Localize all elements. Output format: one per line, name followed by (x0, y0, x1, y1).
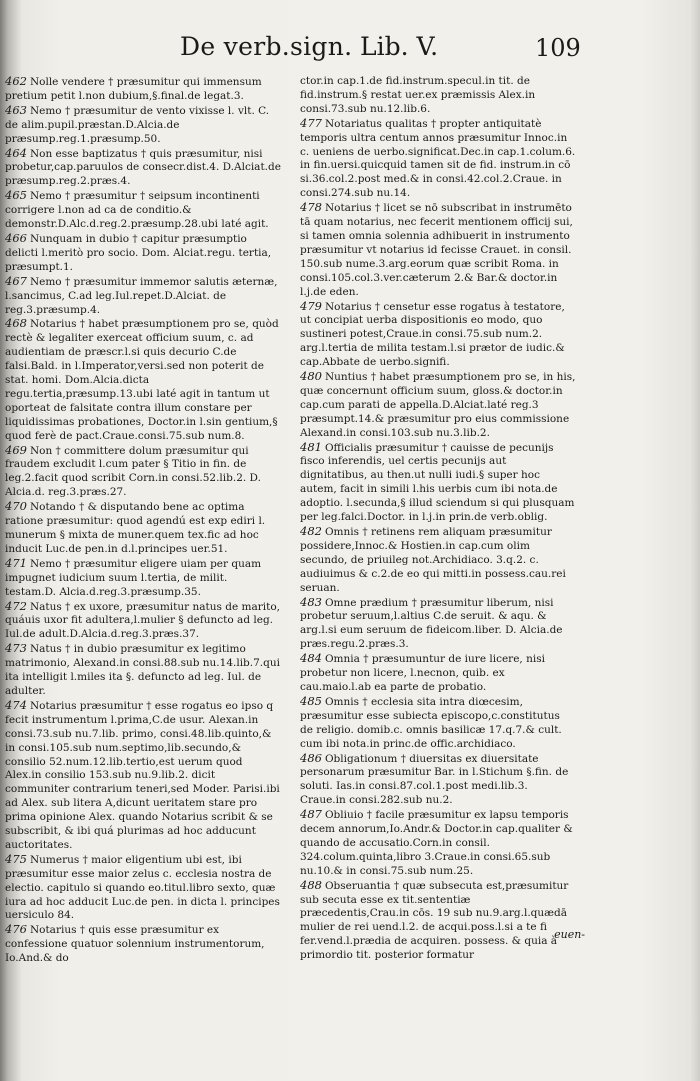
entry-text: Natus † in dubio præsumitur ex legitimo matrimonio, Alexand.in consi.88.sub nu.14.lib.7.qui ita intelligit l.miles ita §. defuncto ad leg. Iul. de adulter. (5, 643, 280, 697)
entry-484 (300, 652, 576, 695)
entry-number: 479 (300, 298, 322, 313)
entry-text: Notando † & disputando bene ac optima ratione præsumitur: quod agendú est exp ediri l. munerum § mixta de muner.quem tex.fic ad hoc inducit Luc.de pen.in d.l.principes uer.51. (5, 501, 266, 555)
entry-470 (5, 500, 281, 557)
entry-478 (300, 201, 576, 299)
entry-number: 476 (5, 922, 27, 937)
entry-number: 464 (5, 145, 27, 160)
entry-480 (300, 370, 576, 441)
entry-number: 482 (300, 524, 322, 538)
entry-text: Natus † ex uxore, præsumitur natus de marito, quáuis uxor fit adultera,l.mulier § defuncto ad leg. Iul.de adult.D.Alcia.d.reg.3.præs.37. (5, 600, 280, 641)
entry-text: Omne prædium † præsumitur liberum, nisi probetur seruum,l.altius C.de seruit. & aqu. & arg.l.si eum seruum de fideicom.liber. D. Alcia.de præs.regu.2.præs.3. (300, 596, 563, 651)
entry-number: 484 (300, 651, 322, 666)
entry-text: Nemo † præsumitur immemor salutis æternæ, l.sancimus, C.ad leg.Iul.repet.D.Alciat. de reg.3.præsump.4. (5, 275, 278, 316)
entry-472 (5, 600, 281, 643)
right-column (300, 75, 576, 962)
entry-text: Omnis † ecclesia sita intra diœcesim, præsumitur esse subiecta episcopo,c.constitutus de religio. domib.c. omnis basilicæ 17.q.7.& cult. cum ibi nota.in princ.de offic.archidiaco. (300, 695, 562, 750)
entry-text: Non esse baptizatus † quis præsumitur, nisi probetur,cap.paruulos de consecr.dist.4. D.Alciat.de præsump.reg.2.præs.4. (5, 147, 281, 188)
entry-number: 462 (5, 74, 27, 88)
entry-number: 483 (300, 594, 322, 609)
entry-number: 467 (5, 273, 27, 288)
entry-number: 469 (5, 442, 27, 457)
entry-483 (300, 596, 576, 653)
entry-number: 470 (5, 499, 27, 514)
entry-486 (300, 752, 576, 809)
entry-number: 486 (300, 750, 322, 765)
entry-number: 475 (5, 851, 27, 866)
entry-476 (5, 923, 281, 966)
entry-number: 487 (300, 807, 322, 822)
entry-text: Nemo † præsumitur de vento vixisse l. vlt. C. de alim.pupil.præstan.D.Alcia.de præsump.reg.1.præsump.50. (5, 104, 270, 145)
entry-number: 463 (5, 102, 27, 117)
entry-482 (300, 525, 576, 596)
entry-488 (300, 879, 576, 963)
entry-text: Non † committere dolum præsumitur qui fraudem excludit l.cum pater § Titio in fin. de leg.2.facit quod scribit Corn.in consi.52.lib.2. D. Alcia.d. reg.3.præs.27. (5, 444, 261, 499)
entry-number: 465 (5, 188, 27, 203)
entry-number: 485 (300, 693, 322, 708)
entry-text: Nolle vendere † præsumitur qui immensum pretium petit l.non dubium,§.final.de legat.3. (5, 76, 262, 102)
page-number: 109 (535, 34, 581, 62)
entry-number: 466 (5, 230, 27, 245)
entry-text: Notarius † habet præsumptionem pro se, quòd rectè & legaliter exerceat officium suum, c. ad audientiam de præscr.l.si quis decurio C.de falsi.Bald. in l.Imperator,versi.sed non poterit de stat. homi. Dom.Alcia.dicta regu.tertia,præsump.13.ubi laté agit in tantum ut oporteat de falsitate contra illum constare per liquidissimas probationes, Doctor.in l.sin gentium,§ quod ferè de pact.Craue.consi.75.sub num.8. (5, 318, 279, 442)
entry-473 (5, 642, 281, 699)
entry-text: Nuntius † habet præsumptionem pro se, in his, quæ concernunt officium suum, gloss.& doctor.in cap.cum parati de appella.D.Alciat.laté reg.3 præsumpt.14.& præsumitur pro eius commissione Alexand.in consi.103.sub nu.3.lib.2. (300, 371, 576, 439)
entry-number: 478 (300, 200, 322, 215)
entry-text: Notariatus qualitas † propter antiquitatè temporis ultra centum annos præsumitur Innoc.in c. ueniens de uerbo.significat.Dec.in cap.1.colum.6. in fin.uersi.quicquid tamen sit de fid. instrum.in cō si.36.col.2.post med.& in consi.42.col.2.Craue. in consi.274.sub nu.14. (300, 117, 576, 200)
entry-text: Nunquam in dubio † capitur præsumptio delicti l.meritò pro socio. Dom. Alciat.regu. tertia, præsumpt.1. (5, 232, 272, 273)
entry-number: 480 (300, 369, 322, 384)
entry-466 (5, 232, 281, 275)
entry-number: 468 (5, 316, 27, 331)
entry-text: Omnis † retinens rem aliquam præsumitur possidere,Innoc.& Hostien.in cap.cum olim secundo, de priuileg not.Archidiaco. 3.q.2. c. audiuimus & c.2.de eo qui mitti.in possess.cau.rei seruan. (300, 526, 566, 594)
entry-485 (300, 695, 576, 752)
entry-text: Obligationum † diuersitas ex diuersitate personarum præsumitur Bar. in l.Stichum §.fin. de soluti. Ias.in consi.87.col.1.post medi.lib.3. Craue.in consi.282.sub nu.2. (300, 752, 569, 807)
entry-text: Officialis præsumitur † cauisse de pecunijs fisco inferendis, uel certis pecunijs aut dignitatibus, au then.ut nulli iudi.§ super hoc autem, facit in simili l.his uerbis cum ibi nota.de adoptio. l.secunda,§ illud sciendum si qui plusquam per leg.falci.Doctor. in l.j.in prin.de verb.oblig. (300, 441, 575, 524)
entry-text: Notarius † censetur esse rogatus à testatore, ut concipiat uerba dispositionis eo modo, quo sustineri potest,Craue.in consi.75.sub num.2. arg.l.tertia de milita testam.l.si prætor de iudic.& cap.Abbate de uerbo.signifi. (300, 300, 565, 369)
entry-number: 471 (5, 555, 27, 570)
entry-text: Nemo † præsumitur eligere uiam per quam impugnet iudicium suum l.tertia, de milit. testam.D. Alcia.d.reg.3.præsump.35. (5, 557, 262, 598)
entry-number: 473 (5, 641, 27, 656)
running-header (180, 32, 580, 66)
entry-471 (5, 557, 281, 600)
entry-474 (5, 699, 281, 853)
entry-462 (5, 75, 281, 104)
entry-text: Notarius † licet se nō subscribat in instrumēto tā quam notarius, nec fecerit mentionem officij sui, si tamen omnia solennia adhibuerit in instrumento præsumitur vt notarius id fecisse Crauet. in consil. 150.sub nume.3.arg.eorum quæ scribit Roma. in consi.105.col.3.ver.cæterum 2.& Bar.& doctor.in l.j.de eden. (300, 202, 573, 298)
entry-number: 488 (300, 877, 322, 892)
entry-number: 474 (5, 697, 27, 712)
book-label: Lib. V. (360, 32, 439, 61)
entry-number: 481 (300, 439, 322, 454)
catchword: euen- (554, 928, 585, 941)
entry-text: Omnia † præsumuntur de iure licere, nisi probetur non licere, l.necnon, quib. ex cau.maio.l.ab ea parte de probatio. (300, 653, 545, 693)
entry-487 (300, 808, 576, 879)
entry-475 (5, 853, 281, 924)
entry-text: Notarius præsumitur † esse rogatus eo ipso q fecit instrumentum l.prima,C.de usur. Alexan.in consi.73.sub nu.7.lib. primo, consi.48.lib.quinto,& in consi.105.sub num.septimo,lib.secundo,& consilio 52.num.12.lib.tertio,est uerum quod Alex.in consilio 153.sub nu.9.lib.2. dicit communiter contrarium teneri,sed Moder. Parisi.ibi ad Alex. sub litera A,dicunt ueritatem stare pro prima opinione Alex. quando Notarius scribit & se subscribit, & ibi quá plurimas ad hoc adducunt auctoritates. (5, 699, 280, 851)
entry-text: Obliuio † facile præsumitur ex lapsu temporis decem annorum,Io.Andr.& Doctor.in cap.qualiter & quando de accusatio.Corn.in consil. 324.colum.quinta,libro 3.Craue.in consi.65.sub nu.10.& in consi.75.sub num.25. (300, 809, 573, 877)
entry-464 (5, 147, 281, 190)
entry-text: ctor.in cap.1.de fid.instrum.specul.in tit. de fid.instrum.§ restat uer.ex præmissis Alex.in consi.73.sub nu.12.lib.6. (300, 75, 536, 115)
left-column (5, 74, 281, 965)
entry-text: Obseruantia † quæ subsecuta est,præsumitur sub secuta esse ex tit.sententiæ præcedentis,Crau.in cōs. 19 sub nu.9.arg.l.quædā mulier de rei uend.l.2. de acqui.poss.l.si a te fi fer.vend.l.prædia de acquiren. possess. & quia à primordio tit. posterior formatur (300, 879, 569, 962)
entry-469 (5, 444, 281, 501)
entry-text: Nemo † præsumitur † seipsum incontinenti corrigere l.non ad ca de conditio.& demonstr.D.Alc.d.reg.2.præsump.28.ubi laté agit. (5, 190, 269, 231)
entry-text: Numerus † maior eligentium ubi est, ibi præsumitur esse maior zelus c. ecclesia nostra de electio. capitulo si quando eo.titul.libro sexto, quæ iura ad hoc adducit Luc.de pen. in dicta l. principes uersiculo 84. (5, 853, 280, 922)
entry-number: 477 (300, 115, 322, 130)
entry-468 (5, 317, 281, 443)
entry-cont (300, 75, 576, 117)
entry-number: 472 (5, 598, 27, 613)
entry-481 (300, 441, 576, 525)
entry-465 (5, 189, 281, 232)
running-title: De verb.sign. (180, 32, 353, 61)
entry-477 (300, 117, 576, 201)
entry-479 (300, 300, 576, 371)
entry-text: Notarius † quis esse præsumitur ex confessione quatuor solennium instrumentorum, Io.And.& do (5, 924, 265, 965)
entry-463 (5, 104, 281, 147)
entry-467 (5, 275, 281, 318)
